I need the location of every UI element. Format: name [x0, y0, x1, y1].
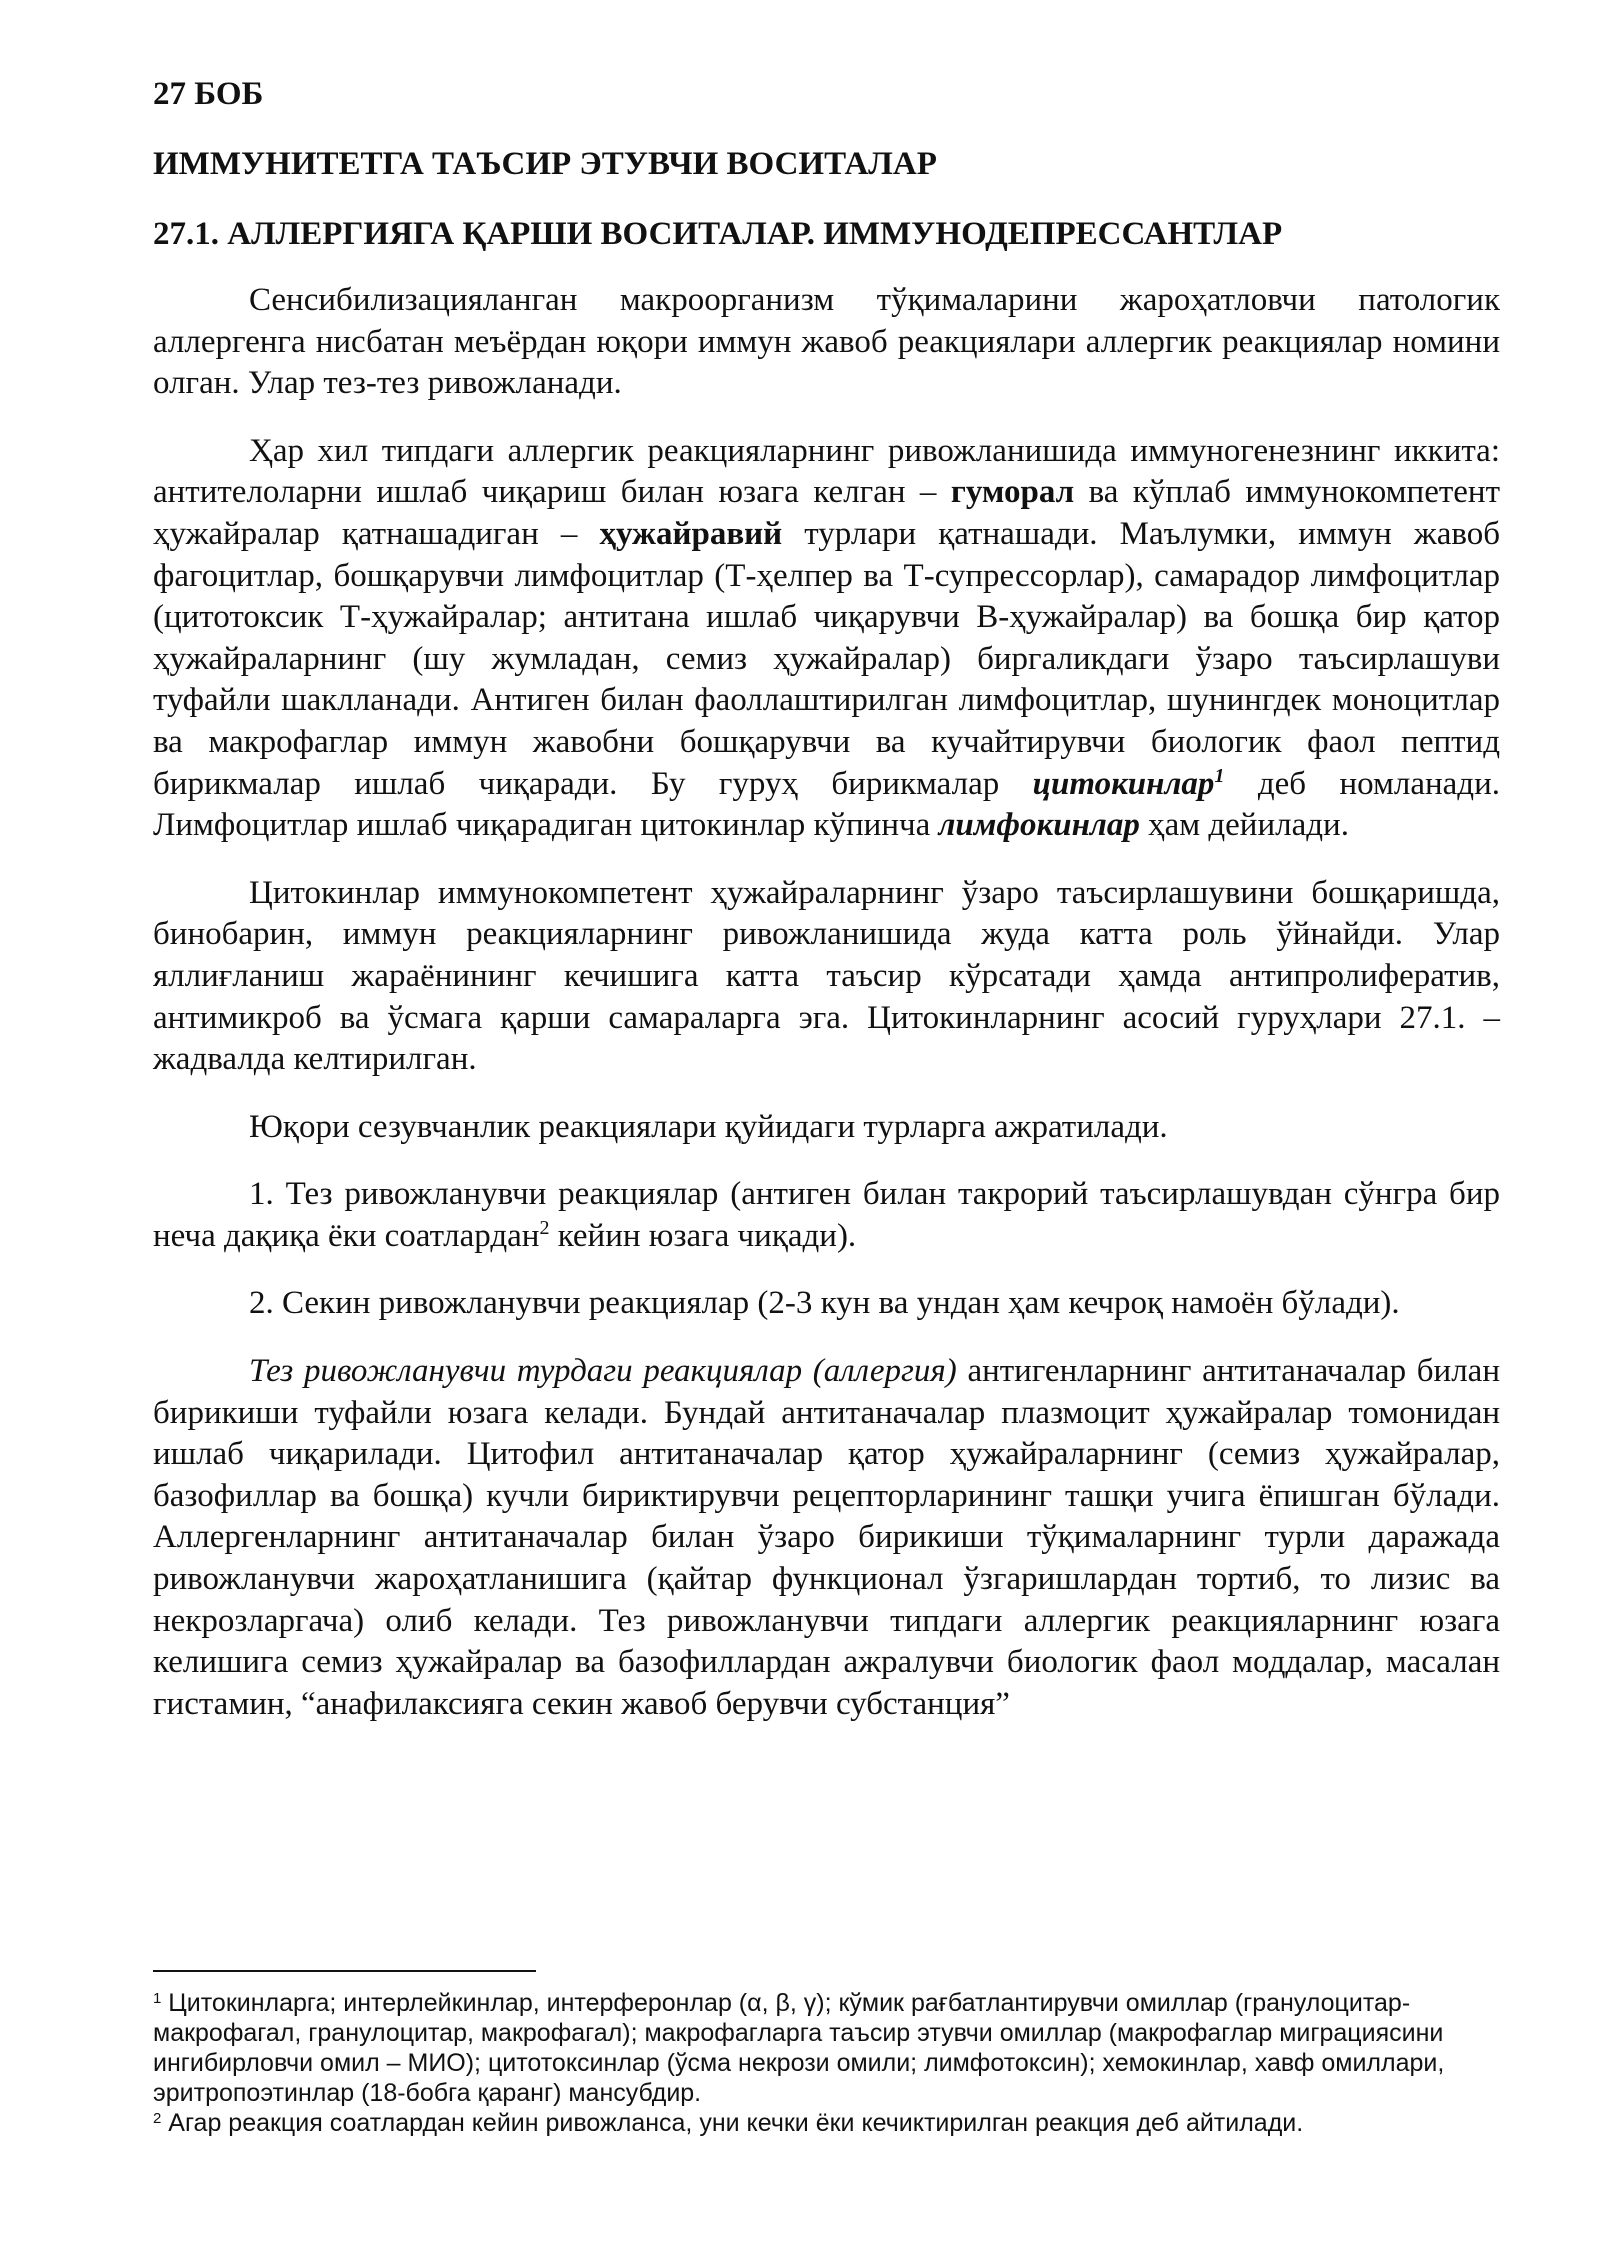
chapter-title: ИММУНИТЕТГА ТАЪСИР ЭТУВЧИ ВОСИТАЛАР [153, 146, 937, 182]
list-item-2: 2. Секин ривожланувчи реакциялар (2-3 кун ва ундан ҳам кечроқ намоён бўлади). [249, 1285, 1400, 1322]
footnote-ref-2: 2 [539, 1216, 550, 1239]
term-cytokines: цитокинлар [1032, 765, 1215, 802]
paragraph-2-text-1: Ҳар хил типдаги аллергик реакцияларнинг ривожланишида иммуногенезнинг иккита: антителоларни ишлаб чиқариш билан юзага келган – [153, 432, 1500, 511]
term-humoral: гуморал [950, 474, 1075, 511]
term-immediate-reactions: Тез ривожланувчи турдаги реакциялар (аллергия) [249, 1353, 957, 1390]
paragraph-2 [153, 431, 1500, 847]
chapter-heading: 27 БОБ [153, 76, 264, 112]
paragraph-3: Цитокинлар иммунокомпетент ҳужайраларнинг ўзаро таъсирлашувини бошқаришда, бинобарин, иммун реакцияларнинг ривожланишида жуда катта роль ўйнайди. Улар яллиғланиш жараёнининг кечишига катта таъсир кўрсатади ҳамда антипролифератив, антимикроб ва ўсмага қарши самараларга эга. Цитокинларнинг асосий гуруҳлари 27.1. – жадвалда келтирилган. [153, 874, 1500, 1078]
paragraph-2-text-3: турлари қатнашади. Маълумки, иммун жавоб фагоцитлар, бошқарувчи лимфоцитлар (Т-ҳелпер ва Т-супрессорлар), самарадор лимфоцитлар (цитотоксик Т-ҳужайралар; антитана ишлаб чиқарувчи В-ҳужайралар) ва бошқа бир қатор ҳужайраларнинг (шу жумладан, семиз ҳужайралар) биргаликдаги ўзаро таъсирлашуви туфайли шаклланади. Антиген билан фаоллаштирилган лимфоцитлар, шунингдек моноцитлар ва макрофаглар иммун жавобни бошқарувчи ва кучайтирувчи биологик фаол пептид бирикмалар ишлаб чиқаради. Бу гуруҳ бирикмалар [153, 515, 1500, 802]
list-item-1-text-2: кейин юзага чиқади). [549, 1217, 857, 1254]
footnote-divider [153, 1970, 536, 1972]
paragraph-2-text-5: ҳам дейилади. [1139, 807, 1349, 844]
paragraph-4: Юқори сезувчанлик реакциялари қуйидаги турларга ажратилади. [249, 1108, 1168, 1145]
term-lymphokines: лимфокинлар [938, 807, 1140, 844]
paragraph-1: Сенсибилизацияланган макроорганизм тўқималарини жароҳатловчи патологик аллергенга нисбатан меъёрдан юқори иммун жавоб реакциялари аллергик реакциялар номини олган. Улар тез-тез ривожланади. [153, 282, 1500, 402]
paragraph-7 [153, 1351, 1500, 1725]
paragraph-7-text: антигенларнинг антитаначалар билан бирикиши туфайли юзага келади. Бундай антитаначалар плазмоцит ҳужайралар томонидан ишлаб чиқарилади. Цитофил антитаначалар қатор ҳужайраларнинг (семиз ҳужайралар, базофиллар ва бошқа) кучли бириктирувчи рецепторларининг ташқи учига ёпишган бўлади. Аллергенларнинг антитаначалар билан ўзаро бирикиши тўқималарнинг турли даражада ривожланувчи жароҳатланишига (қайтар функционал ўзгаришлардан тортиб, то лизис ва некрозларгача) олиб келади. Тез ривожланувчи типдаги аллергик реакцияларнинг юзага келишига семиз ҳужайралар ва базофиллардан ажралувчи биологик фаол моддалар, масалан гистамин, “анафилаксияга секин жавоб берувчи субстанция” [153, 1353, 1500, 1722]
footnote-1-mark: 1 [153, 1990, 162, 2007]
footnote-ref-1: 1 [1214, 764, 1225, 787]
footnote-2-mark: 2 [153, 2110, 162, 2127]
footnotes [153, 1988, 1508, 2138]
footnote-1 [153, 1988, 1508, 2108]
footnote-1-text: Цитокинларга; интерлейкинлар, интерферонлар (α, β, γ); кўмик рағбатлантирувчи омиллар (гранулоцитар-макрофагал, гранулоцитар, макрофагал); макрофагларга таъсир этувчи омиллар (макрофаглар миграциясини ингибирловчи омил – МИО); цитотоксинлар (ўсма некрози омили; лимфотоксин); хемокинлар, хавф омиллари, эритропоэтинлар (18-бобга қаранг) мансубдир. [153, 1989, 1445, 2107]
footnote-2 [153, 2108, 1508, 2138]
list-item-1 [153, 1174, 1500, 1257]
paragraph-2-text-2: ва кўплаб иммунокомпетент ҳужайралар қатнашадиган – [153, 474, 1500, 552]
footnote-2-text: Агар реакция соатлардан кейин ривожланса, уни кечки ёки кечиктирилган реакция деб айтилади. [161, 2109, 1304, 2137]
term-cellular: ҳужайравий [599, 515, 783, 552]
paragraph-2-text-4: деб номланади. Лимфоцитлар ишлаб чиқарадиган цитокинлар кўпинча [153, 765, 1500, 844]
list-item-1-text-1: 1. Тез ривожланувчи реакциялар (антиген билан такрорий таъсирлашувдан сўнгра бир неча дақиқа ёки соатлардан [153, 1176, 1500, 1254]
section-heading: 27.1. АЛЛЕРГИЯГА ҚАРШИ ВОСИТАЛАР. ИММУНОДЕПРЕССАНТЛАР [153, 216, 1283, 252]
